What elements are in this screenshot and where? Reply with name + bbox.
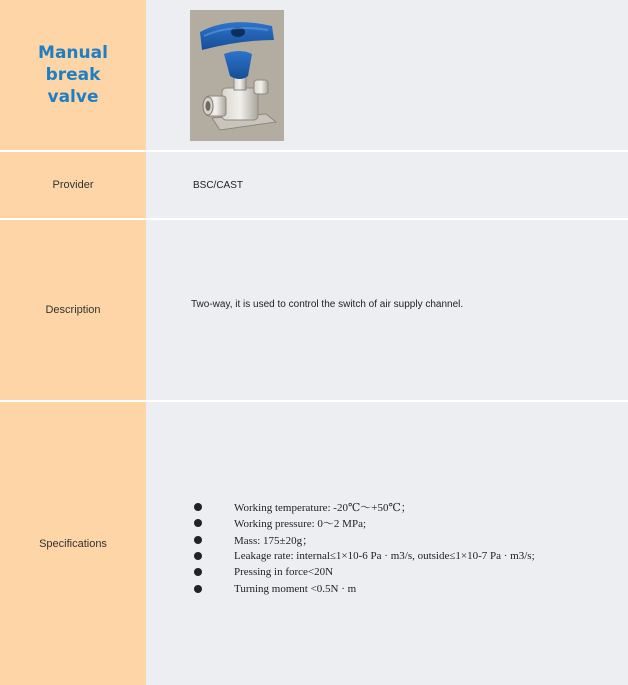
spec-list [192, 499, 535, 597]
provider-cell [146, 152, 628, 218]
spec-text: Working pressure: 0～2 MPa; [234, 518, 367, 531]
provider-value: BSC/CAST [193, 180, 244, 191]
title-cell [0, 0, 146, 150]
spec-text: Leakage rate: internal≤1×10-6 Pa · m3/s, outside≤1×10-7 Pa · m3/s; [234, 550, 535, 563]
spec-item [192, 548, 535, 564]
bullet-icon [194, 585, 202, 593]
specifications-label: Specifications [0, 402, 146, 685]
specifications-row [0, 402, 628, 685]
title-line-2: break [45, 65, 101, 85]
description-cell [146, 220, 628, 400]
description-label: Description [0, 220, 146, 400]
bullet-icon [194, 568, 202, 576]
provider-row [0, 152, 628, 218]
description-value: Two-way, it is used to control the switch of air supply channel. [191, 299, 464, 310]
valve-illustration [190, 10, 284, 141]
spec-item [192, 580, 535, 596]
spec-text: Mass: 175±20g； [234, 534, 314, 547]
spec-item [192, 564, 535, 580]
title-row [0, 0, 628, 150]
title-line-3: valve [47, 87, 99, 107]
description-row [0, 220, 628, 400]
bullet-icon [194, 503, 202, 511]
product-title [38, 42, 108, 108]
spec-text: Turning moment <0.5N · m [234, 582, 357, 595]
spec-item [192, 499, 535, 515]
bullet-icon [194, 552, 202, 560]
bullet-icon [194, 536, 202, 544]
spec-item [192, 515, 535, 531]
photo-cell [146, 0, 628, 150]
bullet-icon [194, 519, 202, 527]
spec-item [192, 532, 535, 548]
title-line-1: Manual [38, 43, 108, 63]
manual-valve-photo [190, 10, 284, 141]
specifications-cell [146, 402, 628, 685]
spec-text: Working temperature: -20℃～+50℃； [234, 502, 412, 515]
spec-text: Pressing in force<20N [234, 566, 334, 579]
provider-label: Provider [0, 152, 146, 218]
